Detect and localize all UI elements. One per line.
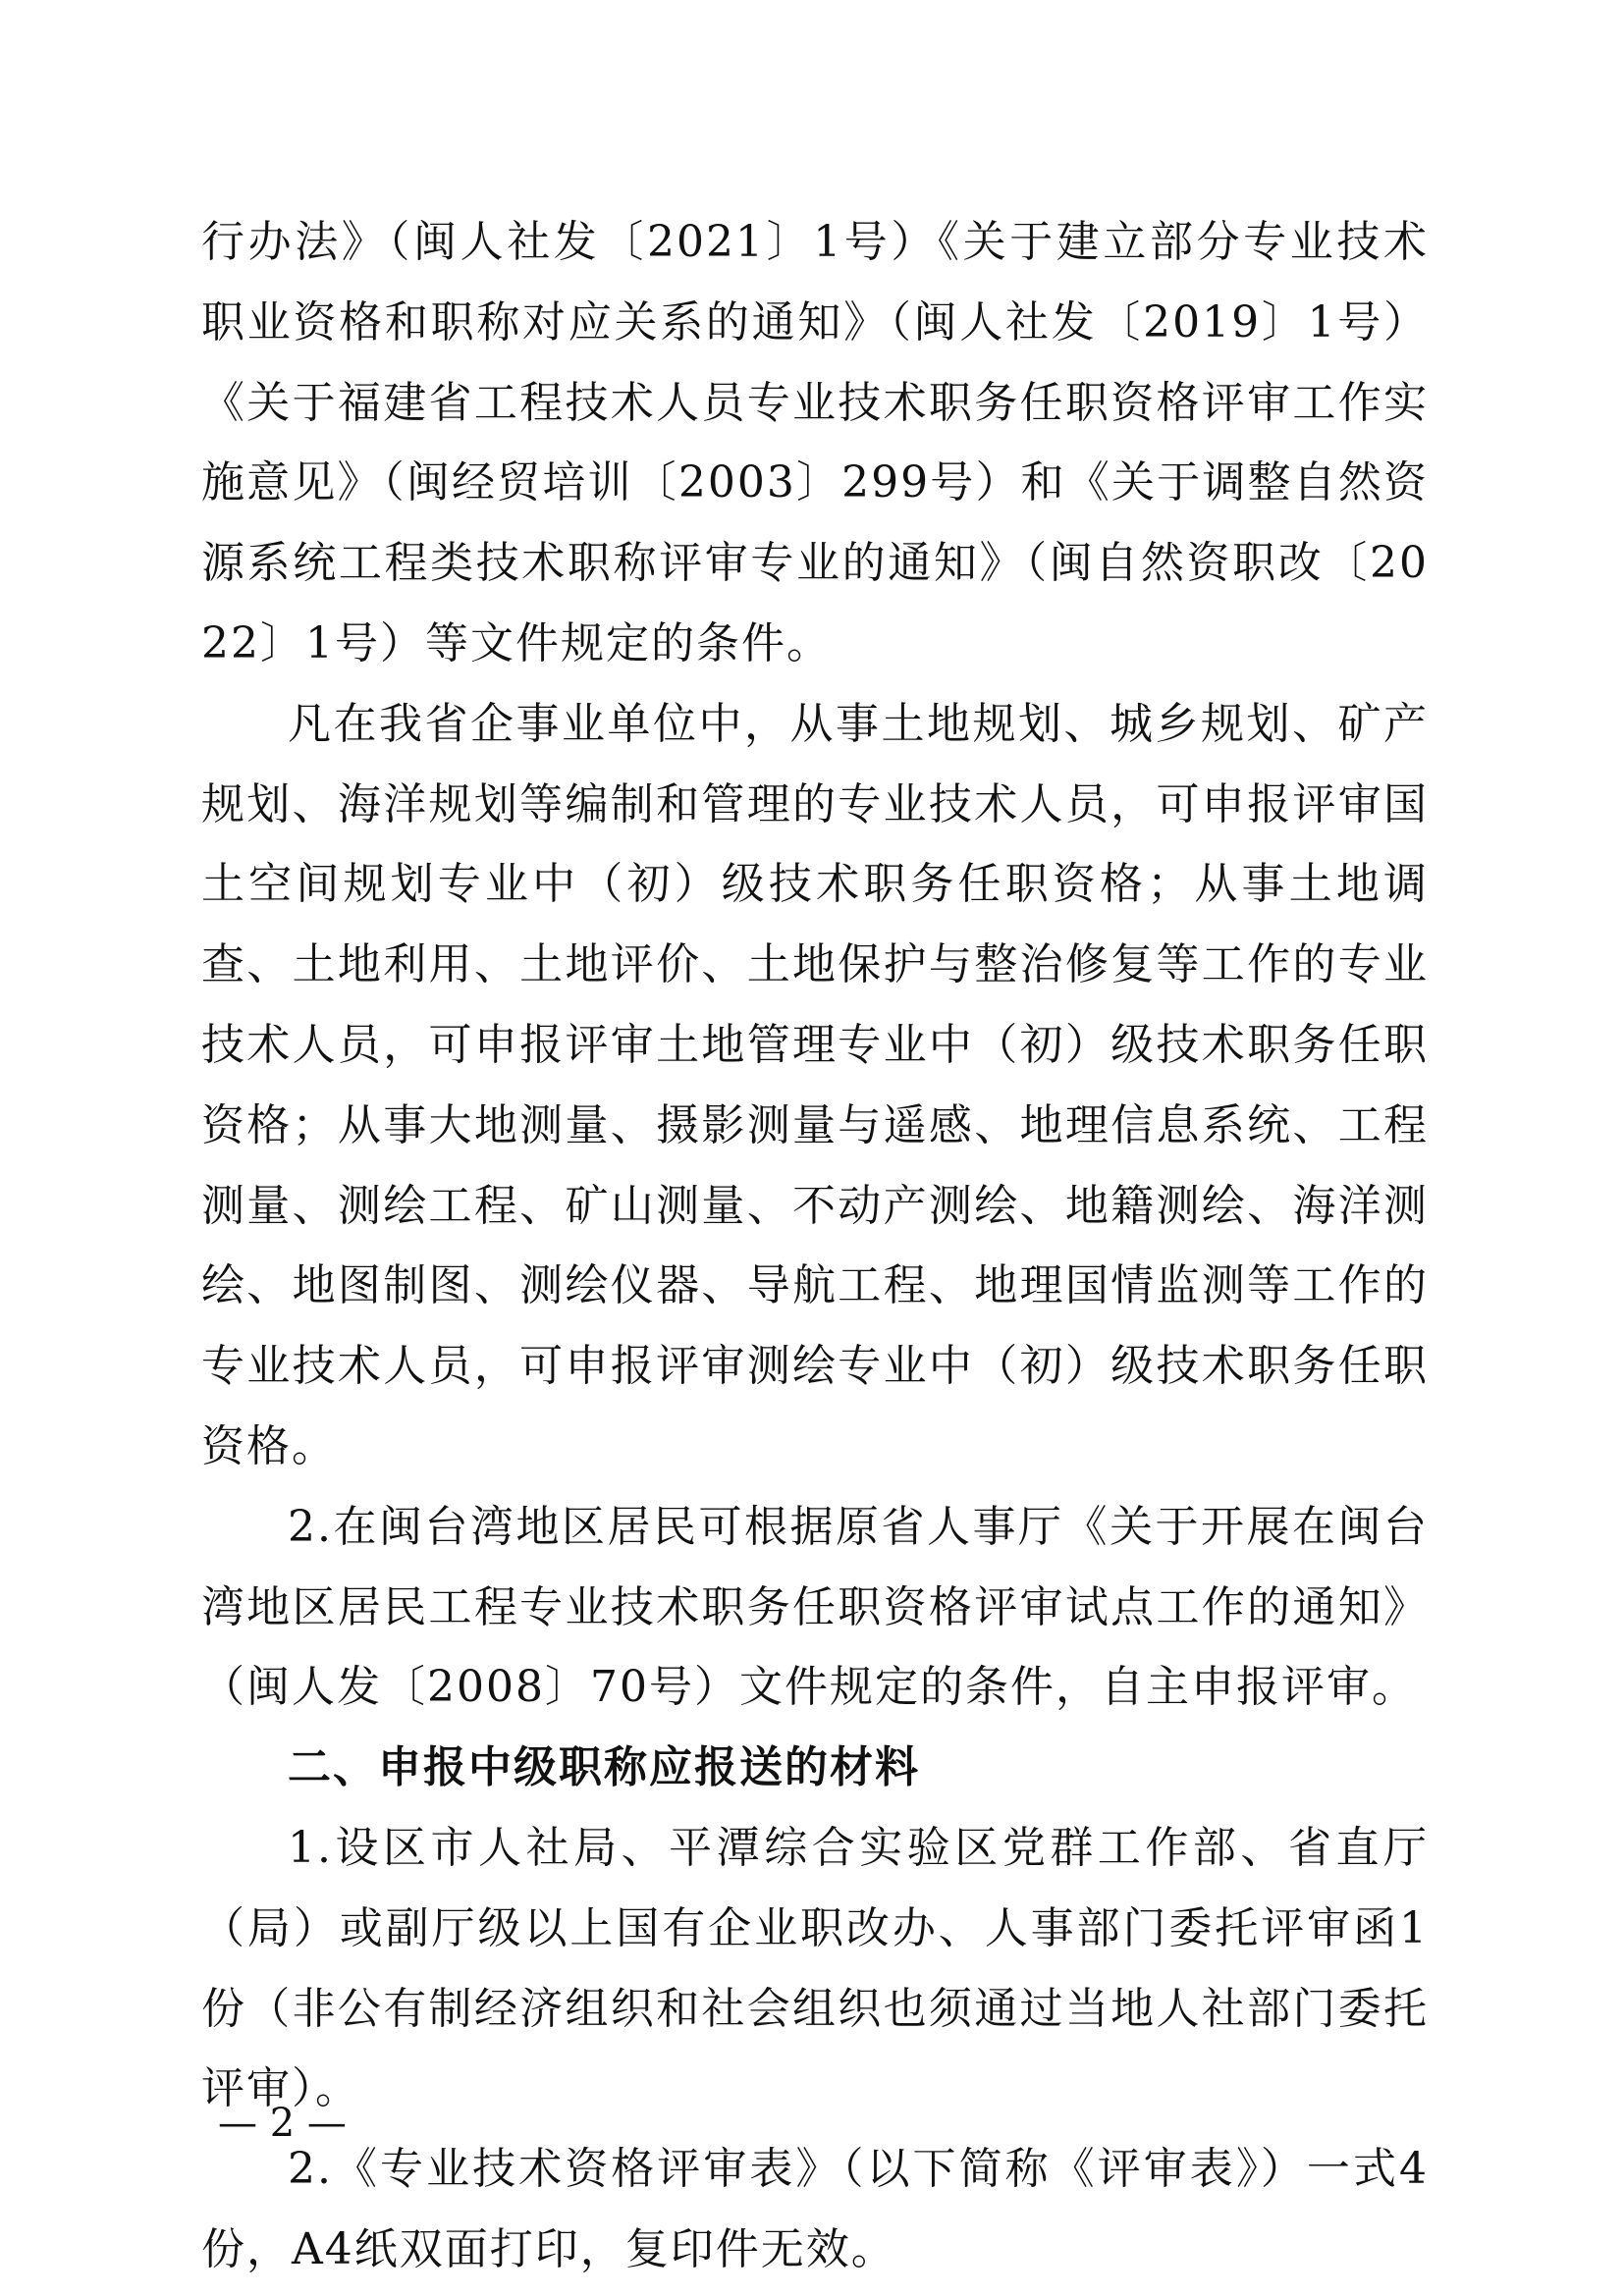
- paragraph-entrustment-letter: 1.设区市人社局、平潭综合实验区党群工作部、省直厅（局）或副厅级以上国有企业职改办、人事部门委托评审函1份（非公有制经济组织和社会组织也须通过当地人社部门委托评审）。: [201, 1822, 1429, 2114]
- page-number: — 2 —: [218, 2101, 347, 2146]
- paragraph-review-form: 2.《专业技术资格评审表》（以下简称《评审表》）一式4份，A4纸双面打印，复印件无效。: [201, 2144, 1429, 2274]
- paragraph-taiwan-residents: 2.在闽台湾地区居民可根据原省人事厅《关于开展在闽台湾地区居民工程专业技术职务任职资格评审试点工作的通知》（闽人发〔2008〕70号）文件规定的条件，自主申报评审。: [201, 1501, 1429, 1713]
- paragraph-eligible-professions: 凡在我省企事业单位中，从事土地规划、城乡规划、矿产规划、海洋规划等编制和管理的专业技术人员，可申报评审国土空间规划专业中（初）级技术职务任职资格；从事土地调查、土地利用、土地评价、土地保护与整治修复等工作的专业技术人员，可申报评审土地管理专业中（初）级技术职务任职资格；从事大地测量、摄影测量与遥感、地理信息系统、工程测量、测绘工程、矿山测量、不动产测绘、地籍测绘、海洋测绘、地图制图、测绘仪器、导航工程、地理国情监测等工作的专业技术人员，可申报评审测绘专业中（初）级技术职务任职资格。: [201, 698, 1429, 1471]
- section-heading-materials: 二、申报中级职称应报送的材料: [288, 1742, 920, 1793]
- document-body: [201, 202, 1429, 2290]
- paragraph-cited-regulations: 行办法》（闽人社发〔2021〕1号）《关于建立部分专业技术职业资格和职称对应关系的通知》（闽人社发〔2019〕1号）《关于福建省工程技术人员专业技术职务任职资格评审工作实施意见》（闽经贸培训〔2003〕299号）和《关于调整自然资源系统工程类技术职称评审专业的通知》（闽自然资职改〔2022〕1号）等文件规定的条件。: [201, 217, 1429, 668]
